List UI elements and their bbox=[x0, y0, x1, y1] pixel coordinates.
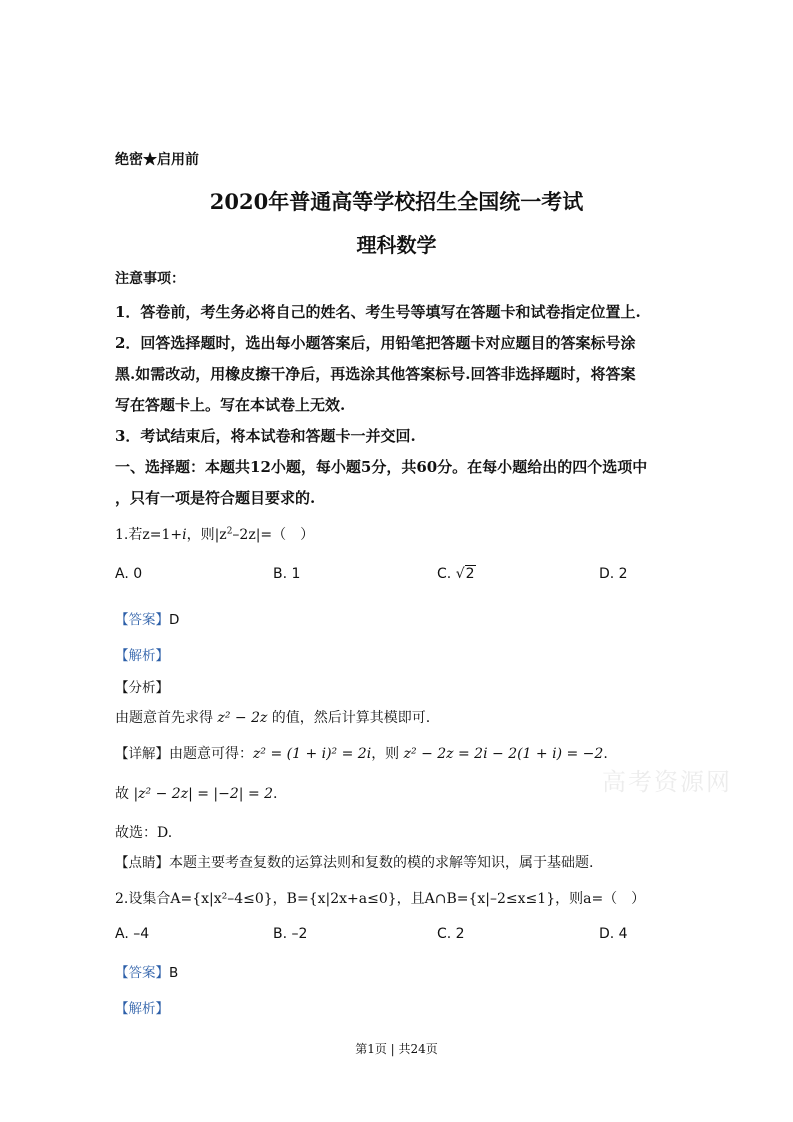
exam-subtitle: 理科数学 bbox=[356, 233, 437, 257]
q1-detail-expr2: z² − 2z = 2i − 2(1 + i) = −2 bbox=[403, 746, 604, 762]
q1-detail-label: 【详解】 bbox=[115, 746, 169, 762]
q1-jiexi-label: 【解析】 bbox=[115, 648, 169, 664]
q1-comment-label: 【点睛】 bbox=[115, 855, 169, 871]
question-2-stem: 2.设集合A={x|x²–4≤0}，B={x|2x+a≤0}，且A∩B={x|–2≤x≤1}，则a=（ ） bbox=[115, 891, 646, 907]
secret-label: 绝密★启用前 bbox=[115, 152, 199, 168]
notice-item-2-line3: 写在答题卡上。写在本试卷上无效. bbox=[115, 396, 346, 414]
q1-stem-prefix: 1.若z=1+ bbox=[115, 527, 183, 543]
q1-detail-end: . bbox=[603, 746, 608, 762]
q1-fenxi-expr: z² − 2z bbox=[217, 710, 268, 726]
q2-answer-label: 【答案】 bbox=[115, 965, 169, 981]
watermark: 高考资源网 bbox=[602, 768, 732, 796]
q2-answer bbox=[115, 961, 178, 981]
q2-option-a: A. –4 bbox=[115, 926, 150, 942]
q2-option-b: B. –2 bbox=[273, 926, 308, 942]
q1-detail bbox=[115, 742, 608, 763]
q1-option-a: A. 0 bbox=[115, 566, 143, 582]
notice-item-2-line1: 2．回答选择题时，选出每小题答案后，用铅笔把答题卡对应题目的答案标号涂 bbox=[115, 334, 636, 352]
q1-answer-value: D bbox=[169, 612, 180, 628]
notice-item-1: 1．答卷前，考生务必将自己的姓名、考生号等填写在答题卡和试卷指定位置上. bbox=[115, 303, 641, 321]
q1-gu-end: . bbox=[273, 786, 278, 802]
q1-conclusion bbox=[115, 783, 277, 803]
q1-fenxi-text bbox=[115, 707, 430, 727]
question-1-stem bbox=[115, 524, 314, 544]
q1-fenxi-pre: 由题意首先求得 bbox=[115, 710, 218, 726]
q1-detail-expr1: z² = (1 + i)² = 2i bbox=[253, 746, 372, 762]
q1-stem-sup: 2 bbox=[226, 526, 233, 537]
notice-item-3: 3．考试结束后，将本试卷和答题卡一并交回. bbox=[115, 427, 416, 445]
q1-option-d: D. 2 bbox=[599, 566, 628, 582]
q2-jiexi-label: 【解析】 bbox=[115, 1001, 169, 1017]
q1-option-b: B. 1 bbox=[273, 566, 301, 582]
q1-detail-mid: ，则 bbox=[371, 746, 404, 762]
q1-answer-label: 【答案】 bbox=[115, 612, 169, 628]
q1-stem-mid: ，则|z bbox=[186, 527, 227, 543]
q1-gu-pre: 故 bbox=[115, 786, 134, 802]
q1-fenxi-post: 的值，然后计算其模即可. bbox=[267, 710, 431, 726]
q1-comment-text: 本题主要考查复数的运算法则和复数的模的求解等知识，属于基础题. bbox=[169, 855, 594, 871]
exam-title: 2020年普通高等学校招生全国统一考试 bbox=[209, 189, 584, 214]
q2-option-c: C. 2 bbox=[437, 926, 465, 942]
q1-option-c bbox=[437, 566, 476, 582]
notice-item-2-line2: 黑.如需改动，用橡皮擦干净后，再选涂其他答案标号.回答非选择题时，将答案 bbox=[115, 365, 636, 383]
q1-gu-expr: |z² − 2z| = |−2| = 2 bbox=[133, 786, 274, 802]
q2-option-d: D. 4 bbox=[599, 926, 628, 942]
page-footer: 第1页 | 共24页 bbox=[355, 1042, 438, 1056]
q1-option-c-radicand: 2 bbox=[465, 566, 475, 582]
q1-option-c-label: C. bbox=[437, 566, 456, 582]
q1-answer bbox=[115, 608, 179, 628]
q1-detail-pre: 由题意可得： bbox=[169, 746, 253, 762]
q1-stem-end: –2z|=（ ） bbox=[232, 527, 315, 543]
q1-fenxi-label: 【分析】 bbox=[115, 680, 169, 696]
section-heading-line1: 一、选择题：本题共12小题，每小题5分，共60分。在每小题给出的四个选项中 bbox=[115, 458, 648, 476]
q1-stem-i: i bbox=[182, 527, 187, 543]
q1-comment bbox=[115, 851, 593, 872]
sqrt-symbol: √ bbox=[455, 566, 465, 582]
q1-choose: 故选：D. bbox=[115, 825, 173, 841]
section-heading-line2: ，只有一项是符合题目要求的. bbox=[115, 489, 316, 507]
q2-answer-value: B bbox=[169, 965, 179, 981]
notice-heading: 注意事项： bbox=[115, 271, 185, 287]
